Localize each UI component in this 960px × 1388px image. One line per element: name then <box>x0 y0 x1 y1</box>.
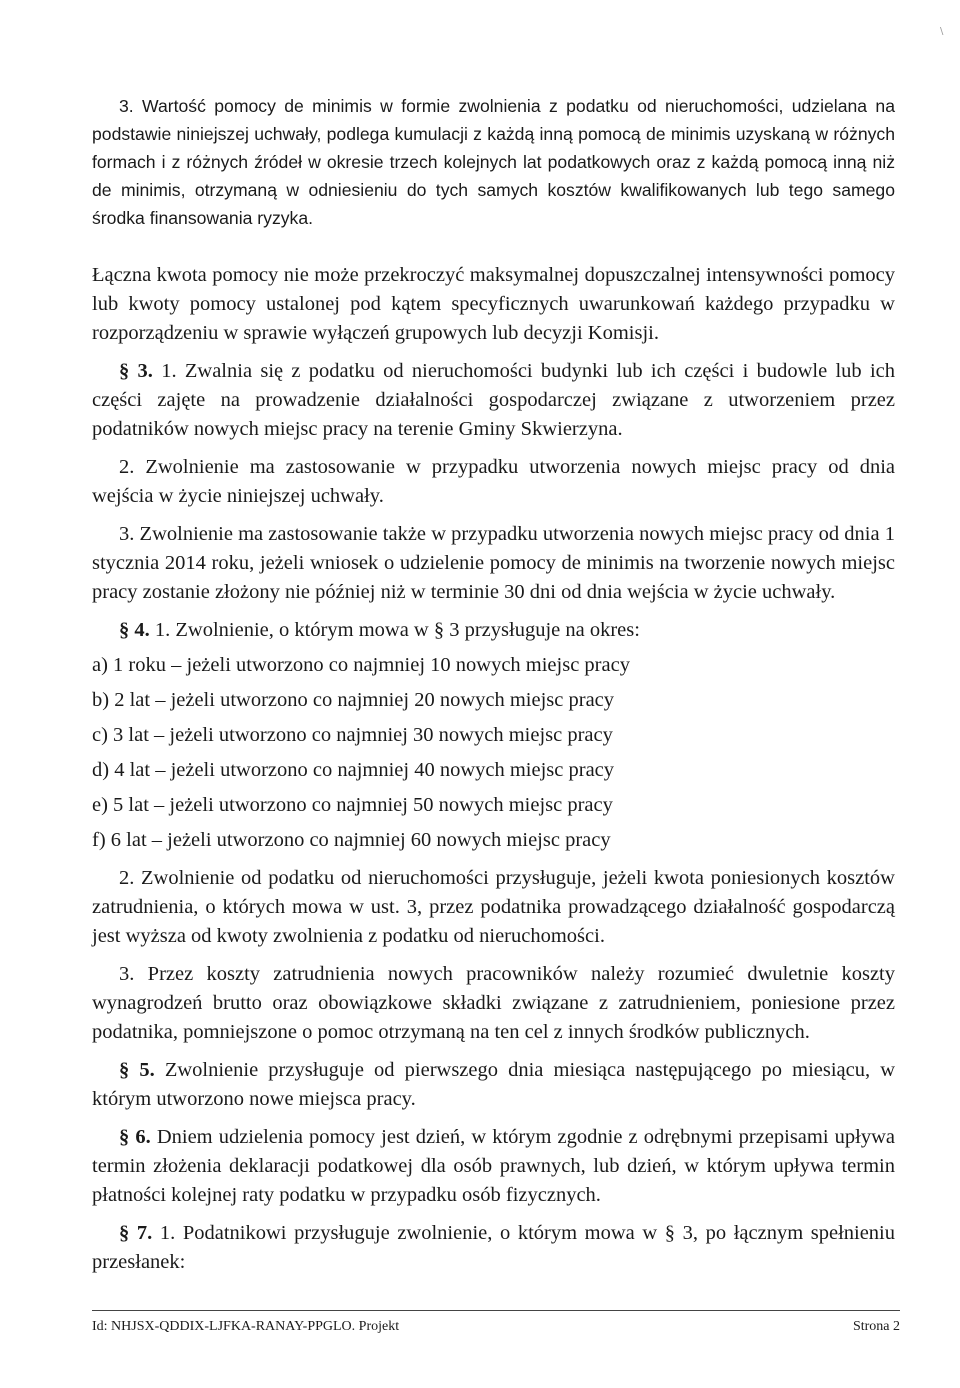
section-6-label: § 6. <box>119 1126 151 1148</box>
page-number: Strona 2 <box>852 1319 900 1334</box>
section-6-text: Dniem udzielenia pomocy jest dzień, w którym zgodnie z odrębnymi przepisami upływa termin złożenia deklaracji podatkowej dla osób prawnych, lub dzień, w którym upływa termin płatności kolejnej raty podatku w przypadku osób fizycznych. <box>92 1126 895 1206</box>
section-4-label: § 4. <box>119 619 150 641</box>
section-5-text: Zwolnienie przysługuje od pierwszego dnia miesiąca następującego po miesiącu, w którym utworzono nowe miejsca pracy. <box>92 1059 896 1110</box>
section-3-label: § 3. <box>119 360 153 382</box>
list-item: a) 1 roku – jeżeli utworzono co najmniej 10 nowych miejsc pracy <box>92 654 630 676</box>
page-footer <box>92 1310 900 1335</box>
section-3-paragraph-1 <box>92 357 895 444</box>
section-6-paragraph <box>92 1123 895 1210</box>
section-4-paragraph-3: 3. Przez koszty zatrudnienia nowych pracowników należy rozumieć dwuletnie koszty wynagrodzeń brutto oraz obowiązkowe składki związane z zatrudnieniem, poniesione przez podatnika, pomniejszone o pomoc otrzymaną na ten cel z innych środków publicznych. <box>92 963 895 1043</box>
section-7-text: 1. Podatnikowi przysługuje zwolnienie, o którym mowa w § 3, po łącznym spełnieniu przesłanek: <box>92 1222 896 1273</box>
section-5-label: § 5. <box>119 1059 155 1081</box>
section-7-label: § 7. <box>119 1222 153 1244</box>
corner-mark: \ <box>940 26 944 37</box>
section-5-paragraph <box>92 1056 895 1114</box>
section-3-text-1: 1. Zwalnia się z podatku od nieruchomości budynki lub ich części i budowle lub ich części zajęte na prowadzenie działalności gospodarczej związane z utworzeniem przez podatników nowych miejsc pracy na terenie Gminy Skwierzyna. <box>92 360 896 440</box>
list-item: b) 2 lat – jeżeli utworzono co najmniej 20 nowych miejsc pracy <box>92 689 615 711</box>
section-3-paragraph-2: 2. Zwolnienie ma zastosowanie w przypadku utworzenia nowych miejsc pracy od dnia wejścia w życie niniejszej uchwały. <box>92 456 895 507</box>
section-7-paragraph <box>92 1219 895 1277</box>
list-item: c) 3 lat – jeżeli utworzono co najmniej 30 nowych miejsc pracy <box>92 724 613 746</box>
paragraph-intro-text: 3. Wartość pomocy de minimis w formie zwolnienia z podatku od nieruchomości, udzielana na podstawie niniejszej uchwały, podlega kumulacji z każdą inną pomocą de minimis uzyskaną w różnych formach i z różnych źródeł w okresie trzech kolejnych lat podatkowych oraz z każdą pomocą inną niż de minimis, otrzymaną w odniesieniu do tych samych kosztów kwalifikowanych lub tego samego środka finansowania ryzyka. <box>92 96 895 228</box>
section-4-paragraph-2: 2. Zwolnienie od podatku od nieruchomości przysługuje, jeżeli kwota poniesionych kosztów zatrudnienia, o których mowa w ust. 3, przez podatnika prowadzącego działalność gospodarczą jest wyższa od kwoty zwolnienia z podatku od nieruchomości. <box>92 867 895 947</box>
document-id: Id: NHJSX-QDDIX-LJFKA-RANAY-PPGLO. Projekt <box>92 1319 400 1334</box>
list-item: d) 4 lat – jeżeli utworzono co najmniej 40 nowych miejsc pracy <box>92 759 615 781</box>
list-item: e) 5 lat – jeżeli utworzono co najmniej 50 nowych miejsc pracy <box>92 794 613 816</box>
section-4-text-1: 1. Zwolnienie, o którym mowa w § 3 przysługuje na okres: <box>154 619 640 641</box>
list-item: f) 6 lat – jeżeli utworzono co najmniej 60 nowych miejsc pracy <box>92 829 611 851</box>
paragraph-intro-2: Łączna kwota pomocy nie może przekroczyć maksymalnej dopuszczalnej intensywności pomocy lub kwoty pomocy ustalonej pod kątem specyficznych uwarunkowań każdego przypadku w rozporządzeniu w sprawie wyłączeń grupowych lub decyzji Komisji. <box>92 264 895 344</box>
section-3-paragraph-3: 3. Zwolnienie ma zastosowanie także w przypadku utworzenia nowych miejsc pracy od dnia 1 stycznia 2014 roku, jeżeli wniosek o udzielenie pomocy de minimis na tworzenie nowych miejsc pracy zostanie złożony nie później niż w terminie 30 dni od dnia wejścia w życie uchwały. <box>92 523 895 603</box>
section-4-paragraph-1 <box>92 616 895 645</box>
document-body <box>92 92 895 1277</box>
